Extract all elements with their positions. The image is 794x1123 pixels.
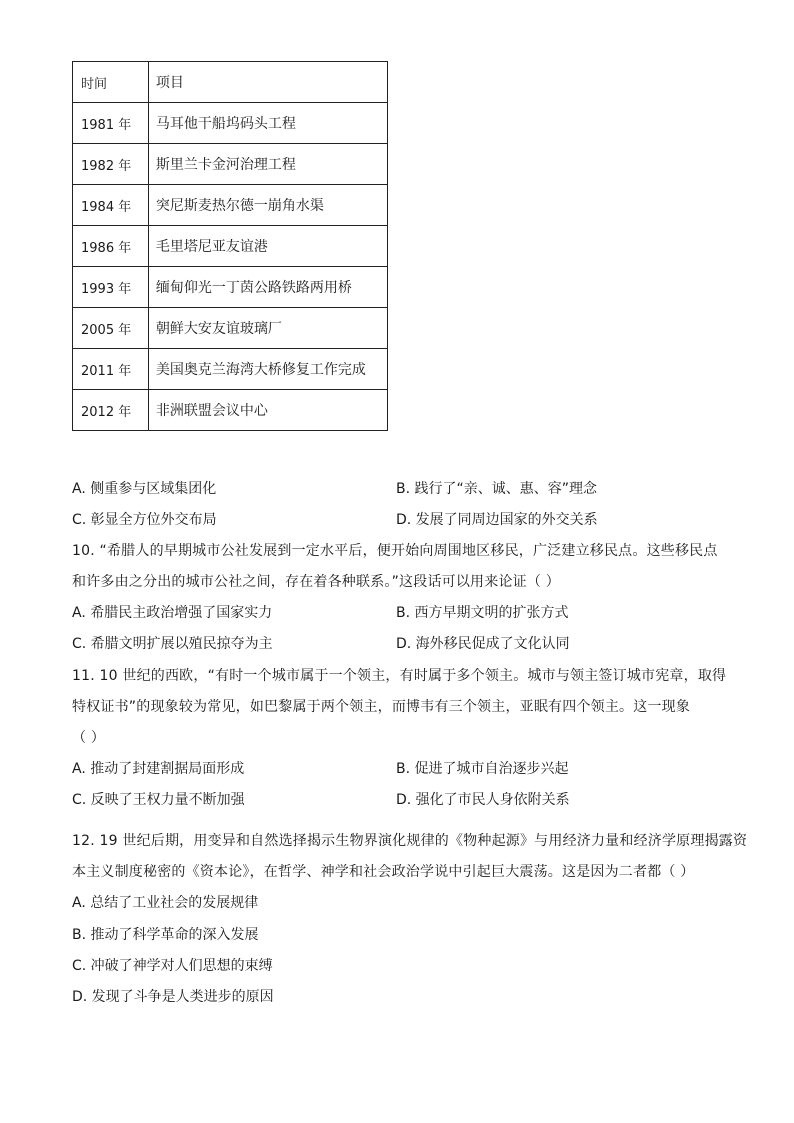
q10-stem-line1: 10. “希腊人的早期城市公社发展到一定水平后，便开始向周围地区移民，广泛建立移民点。这些移民点: [72, 543, 718, 559]
q10-option-c: C. 希腊文明扩展以殖民掠夺为主: [72, 636, 273, 652]
q12-option-b: B. 推动了科学革命的深入发展: [72, 927, 259, 943]
year-cell: 2011 年: [73, 349, 149, 390]
q11-option-a: A. 推动了封建割据局面形成: [72, 761, 245, 777]
year-cell: 2012 年: [73, 390, 149, 431]
construction-projects-table: [72, 61, 388, 431]
table-row: [73, 226, 388, 267]
q11-option-c: C. 反映了王权力量不断加强: [72, 792, 245, 808]
q12-stem-line2: 本主义制度秘密的《资本论》，在哲学、神学和社会政治学说中引起巨大震荡。这是因为二者都（ ）: [72, 864, 695, 880]
year-cell: 2005 年: [73, 308, 149, 349]
q12-option-c: C. 冲破了神学对人们思想的束缚: [72, 958, 273, 974]
table-row: [73, 267, 388, 308]
table-row: [73, 144, 388, 185]
header-cell-project: 项目: [148, 62, 387, 103]
q11-option-b: B. 促进了城市自治逐步兴起: [396, 761, 569, 777]
project-cell: 突尼斯麦热尔德一崩角水渠: [148, 185, 387, 226]
q12-option-a: A. 总结了工业社会的发展规律: [72, 895, 259, 911]
table-row: [73, 103, 388, 144]
table-row: [73, 390, 388, 431]
year-cell: 1986 年: [73, 226, 149, 267]
q9-option-d: D. 发展了同周边国家的外交关系: [396, 512, 598, 528]
project-cell: 朝鲜大安友谊玻璃厂: [148, 308, 387, 349]
table-row: [73, 349, 388, 390]
q10-option-d: D. 海外移民促成了文化认同: [396, 636, 570, 652]
project-cell: 斯里兰卡金河治理工程: [148, 144, 387, 185]
project-cell: 毛里塔尼亚友谊港: [148, 226, 387, 267]
q11-stem-line3: （ ）: [72, 730, 106, 746]
q10-option-b: B. 西方早期文明的扩张方式: [396, 605, 569, 621]
q11-stem-line1: 11. 10 世纪的西欧，“有时一个城市属于一个领主，有时属于多个领主。城市与领主签订城市宪章，取得: [72, 668, 727, 684]
table-row: [73, 185, 388, 226]
project-cell: 马耳他干船坞码头工程: [148, 103, 387, 144]
q10-stem-line2: 和许多由之分出的城市公社之间，存在着各种联系。”这段话可以用来论证（ ）: [72, 574, 560, 590]
q12-stem-line1: 12. 19 世纪后期，用变异和自然选择揭示生物界演化规律的《物种起源》与用经济力量和经济学原理揭露资: [72, 833, 748, 849]
project-cell: 美国奥克兰海湾大桥修复工作完成: [148, 349, 387, 390]
q11-option-d: D. 强化了市民人身依附关系: [396, 792, 570, 808]
q9-option-a: A. 侧重参与区域集团化: [72, 481, 217, 497]
project-cell: 缅甸仰光一丁茵公路铁路两用桥: [148, 267, 387, 308]
table-header-row: [73, 62, 388, 103]
q12-option-d: D. 发现了斗争是人类进步的原因: [72, 989, 274, 1005]
header-cell-time: 时间: [73, 62, 149, 103]
year-cell: 1984 年: [73, 185, 149, 226]
q9-option-b: B. 践行了“亲、诚、惠、容”理念: [396, 481, 598, 497]
table-row: [73, 308, 388, 349]
q10-option-a: A. 希腊民主政治增强了国家实力: [72, 605, 273, 621]
year-cell: 1981 年: [73, 103, 149, 144]
q11-stem-line2: 特权证书”的现象较为常见，如巴黎属于两个领主，而博韦有三个领主，亚眠有四个领主。这一现象: [72, 699, 691, 715]
year-cell: 1993 年: [73, 267, 149, 308]
year-cell: 1982 年: [73, 144, 149, 185]
q9-option-c: C. 彰显全方位外交布局: [72, 512, 217, 528]
project-cell: 非洲联盟会议中心: [148, 390, 387, 431]
